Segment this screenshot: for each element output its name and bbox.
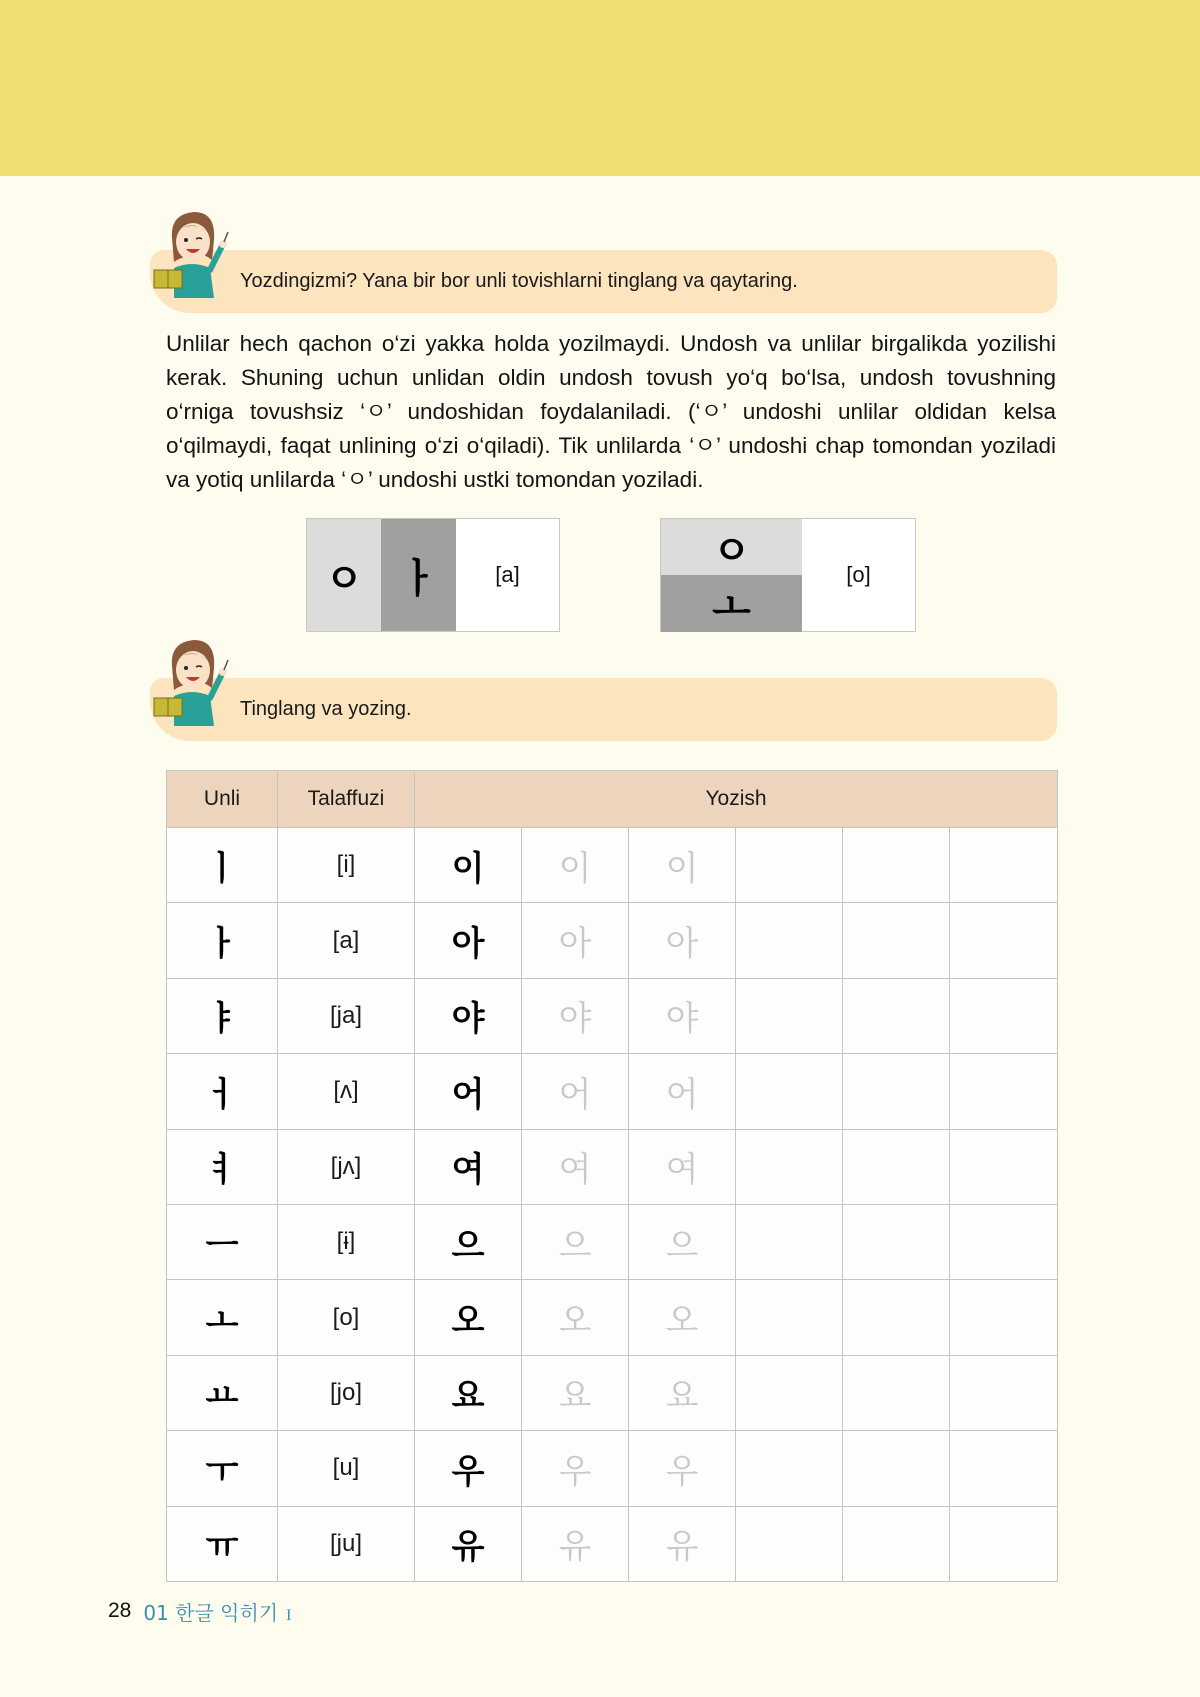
- blank-writing-cell[interactable]: [843, 1506, 950, 1581]
- pronunciation-cell: [ʌ]: [278, 1054, 415, 1129]
- blank-writing-cell[interactable]: [843, 1054, 950, 1129]
- teacher-mascot-icon: [152, 208, 238, 300]
- instruction-banner-2: [150, 678, 1057, 741]
- instruction-text-2: Tinglang va yozing.: [240, 698, 412, 720]
- blank-writing-cell[interactable]: [950, 828, 1058, 903]
- blank-writing-cell[interactable]: [843, 978, 950, 1053]
- table-row: [167, 903, 1058, 978]
- pronunciation-cell: [jʌ]: [278, 1129, 415, 1204]
- table-row: [167, 1355, 1058, 1430]
- example-stack: [661, 519, 802, 631]
- vowel-practice-table: [166, 770, 1058, 1582]
- blank-writing-cell[interactable]: [843, 1129, 950, 1204]
- trace-syllable-cell[interactable]: 여: [522, 1129, 629, 1204]
- blank-writing-cell[interactable]: [950, 1355, 1058, 1430]
- example-box-a: [306, 518, 560, 632]
- blank-writing-cell[interactable]: [736, 1129, 843, 1204]
- header-writing: Yozish: [415, 771, 1058, 828]
- table-row: [167, 1129, 1058, 1204]
- model-syllable-cell: 여: [415, 1129, 522, 1204]
- pronunciation-cell: [ɨ]: [278, 1204, 415, 1279]
- trace-syllable-cell[interactable]: 야: [629, 978, 736, 1053]
- blank-writing-cell[interactable]: [736, 903, 843, 978]
- model-syllable-cell: 요: [415, 1355, 522, 1430]
- table-row: [167, 1054, 1058, 1129]
- blank-writing-cell[interactable]: [736, 828, 843, 903]
- blank-writing-cell[interactable]: [736, 978, 843, 1053]
- vowel-cell: ㅜ: [167, 1431, 278, 1506]
- header-vowel: Unli: [167, 771, 278, 828]
- blank-writing-cell[interactable]: [736, 1355, 843, 1430]
- vowel-cell: ㅡ: [167, 1204, 278, 1279]
- trace-syllable-cell[interactable]: 이: [522, 828, 629, 903]
- vowel-cell: ㅠ: [167, 1506, 278, 1581]
- vowel-cell: ㅗ: [167, 1280, 278, 1355]
- example-consonant-cell: [661, 519, 802, 575]
- model-syllable-cell: 야: [415, 978, 522, 1053]
- vowel-cell: ㅣ: [167, 828, 278, 903]
- vowel-glyph: ㅗ: [712, 584, 751, 630]
- trace-syllable-cell[interactable]: 유: [522, 1506, 629, 1581]
- vowel-cell: ㅛ: [167, 1355, 278, 1430]
- trace-syllable-cell[interactable]: 오: [629, 1280, 736, 1355]
- model-syllable-cell: 유: [415, 1506, 522, 1581]
- blank-writing-cell[interactable]: [736, 1054, 843, 1129]
- trace-syllable-cell[interactable]: 으: [629, 1204, 736, 1279]
- vowel-glyph: ㅏ: [399, 555, 438, 602]
- model-syllable-cell: 이: [415, 828, 522, 903]
- table-header-row: [167, 771, 1058, 828]
- pronunciation-label: [a]: [495, 562, 520, 587]
- vowel-cell: ㅑ: [167, 978, 278, 1053]
- trace-syllable-cell[interactable]: 여: [629, 1129, 736, 1204]
- part-label: I: [286, 1606, 292, 1624]
- trace-syllable-cell[interactable]: 야: [522, 978, 629, 1053]
- trace-syllable-cell[interactable]: 오: [522, 1280, 629, 1355]
- model-syllable-cell: 오: [415, 1280, 522, 1355]
- example-consonant-cell: [307, 519, 381, 631]
- blank-writing-cell[interactable]: [950, 1431, 1058, 1506]
- blank-writing-cell[interactable]: [843, 1355, 950, 1430]
- consonant-glyph: ㅇ: [712, 527, 751, 574]
- table-row: [167, 978, 1058, 1053]
- blank-writing-cell[interactable]: [843, 1280, 950, 1355]
- blank-writing-cell[interactable]: [950, 1129, 1058, 1204]
- blank-writing-cell[interactable]: [736, 1280, 843, 1355]
- example-pronunciation-cell: [802, 519, 915, 631]
- trace-syllable-cell[interactable]: 어: [629, 1054, 736, 1129]
- header-pronunciation: Talaffuzi: [278, 771, 415, 828]
- chapter-title: [143, 1597, 291, 1626]
- teacher-mascot-icon: [152, 636, 238, 728]
- chapter-label: 01 한글 익히기: [143, 1600, 279, 1625]
- table-row: [167, 828, 1058, 903]
- header-band: [0, 0, 1200, 176]
- model-syllable-cell: 우: [415, 1431, 522, 1506]
- trace-syllable-cell[interactable]: 우: [629, 1431, 736, 1506]
- blank-writing-cell[interactable]: [950, 1280, 1058, 1355]
- trace-syllable-cell[interactable]: 어: [522, 1054, 629, 1129]
- example-box-o: [660, 518, 916, 632]
- vowel-cell: ㅕ: [167, 1129, 278, 1204]
- pronunciation-cell: [u]: [278, 1431, 415, 1506]
- trace-syllable-cell[interactable]: 요: [629, 1355, 736, 1430]
- trace-syllable-cell[interactable]: 아: [522, 903, 629, 978]
- vowel-cell: ㅓ: [167, 1054, 278, 1129]
- blank-writing-cell[interactable]: [843, 1204, 950, 1279]
- vowel-cell: ㅏ: [167, 903, 278, 978]
- page-number: 28: [108, 1599, 132, 1622]
- table-row: [167, 1204, 1058, 1279]
- example-vowel-cell: [661, 575, 802, 632]
- blank-writing-cell[interactable]: [843, 1431, 950, 1506]
- trace-syllable-cell[interactable]: 으: [522, 1204, 629, 1279]
- blank-writing-cell[interactable]: [736, 1431, 843, 1506]
- instruction-text-1: Yozdingizmi? Yana bir bor unli tovishlarni tinglang va qaytaring.: [240, 270, 798, 292]
- trace-syllable-cell[interactable]: 아: [629, 903, 736, 978]
- blank-writing-cell[interactable]: [736, 1204, 843, 1279]
- example-vowel-cell: [381, 519, 456, 631]
- consonant-glyph: ㅇ: [324, 555, 364, 602]
- trace-syllable-cell[interactable]: 요: [522, 1355, 629, 1430]
- model-syllable-cell: 아: [415, 903, 522, 978]
- blank-writing-cell[interactable]: [950, 1204, 1058, 1279]
- blank-writing-cell[interactable]: [843, 903, 950, 978]
- pronunciation-cell: [ju]: [278, 1506, 415, 1581]
- table-row: [167, 1280, 1058, 1355]
- pronunciation-cell: [a]: [278, 903, 415, 978]
- blank-writing-cell[interactable]: [950, 903, 1058, 978]
- pronunciation-cell: [jo]: [278, 1355, 415, 1430]
- page-footer: [108, 1596, 291, 1626]
- blank-writing-cell[interactable]: [736, 1506, 843, 1581]
- pronunciation-label: [o]: [846, 562, 871, 587]
- blank-writing-cell[interactable]: [950, 1506, 1058, 1581]
- explanation-paragraph: Unlilar hech qachon o‘zi yakka holda yozilmaydi. Undosh va unlilar birgalikda yozilishi kerak. Shuning uchun unlidan oldin undosh tovush yo‘q bo‘lsa, undosh tovushning o‘rniga tovushsiz ‘ㅇ’ undoshidan foydalaniladi. (‘ㅇ’ undoshi unlilar oldidan kelsa o‘qilmaydi, faqat unlining o‘zi o‘qiladi). Tik unlilarda ‘ㅇ’ undoshi chap tomondan yoziladi va yotiq unlilarda ‘ㅇ’ undoshi ustki tomondan yoziladi.: [166, 331, 1056, 492]
- blank-writing-cell[interactable]: [950, 978, 1058, 1053]
- trace-syllable-cell[interactable]: 우: [522, 1431, 629, 1506]
- trace-syllable-cell[interactable]: 이: [629, 828, 736, 903]
- blank-writing-cell[interactable]: [950, 1054, 1058, 1129]
- blank-writing-cell[interactable]: [843, 828, 950, 903]
- instruction-banner-1: [150, 250, 1057, 313]
- pronunciation-cell: [ja]: [278, 978, 415, 1053]
- table-body: [167, 828, 1058, 1582]
- example-pronunciation-cell: [456, 519, 559, 631]
- pronunciation-cell: [i]: [278, 828, 415, 903]
- trace-syllable-cell[interactable]: 유: [629, 1506, 736, 1581]
- table-row: [167, 1431, 1058, 1506]
- model-syllable-cell: 으: [415, 1204, 522, 1279]
- model-syllable-cell: 어: [415, 1054, 522, 1129]
- pronunciation-cell: [o]: [278, 1280, 415, 1355]
- table-row: [167, 1506, 1058, 1581]
